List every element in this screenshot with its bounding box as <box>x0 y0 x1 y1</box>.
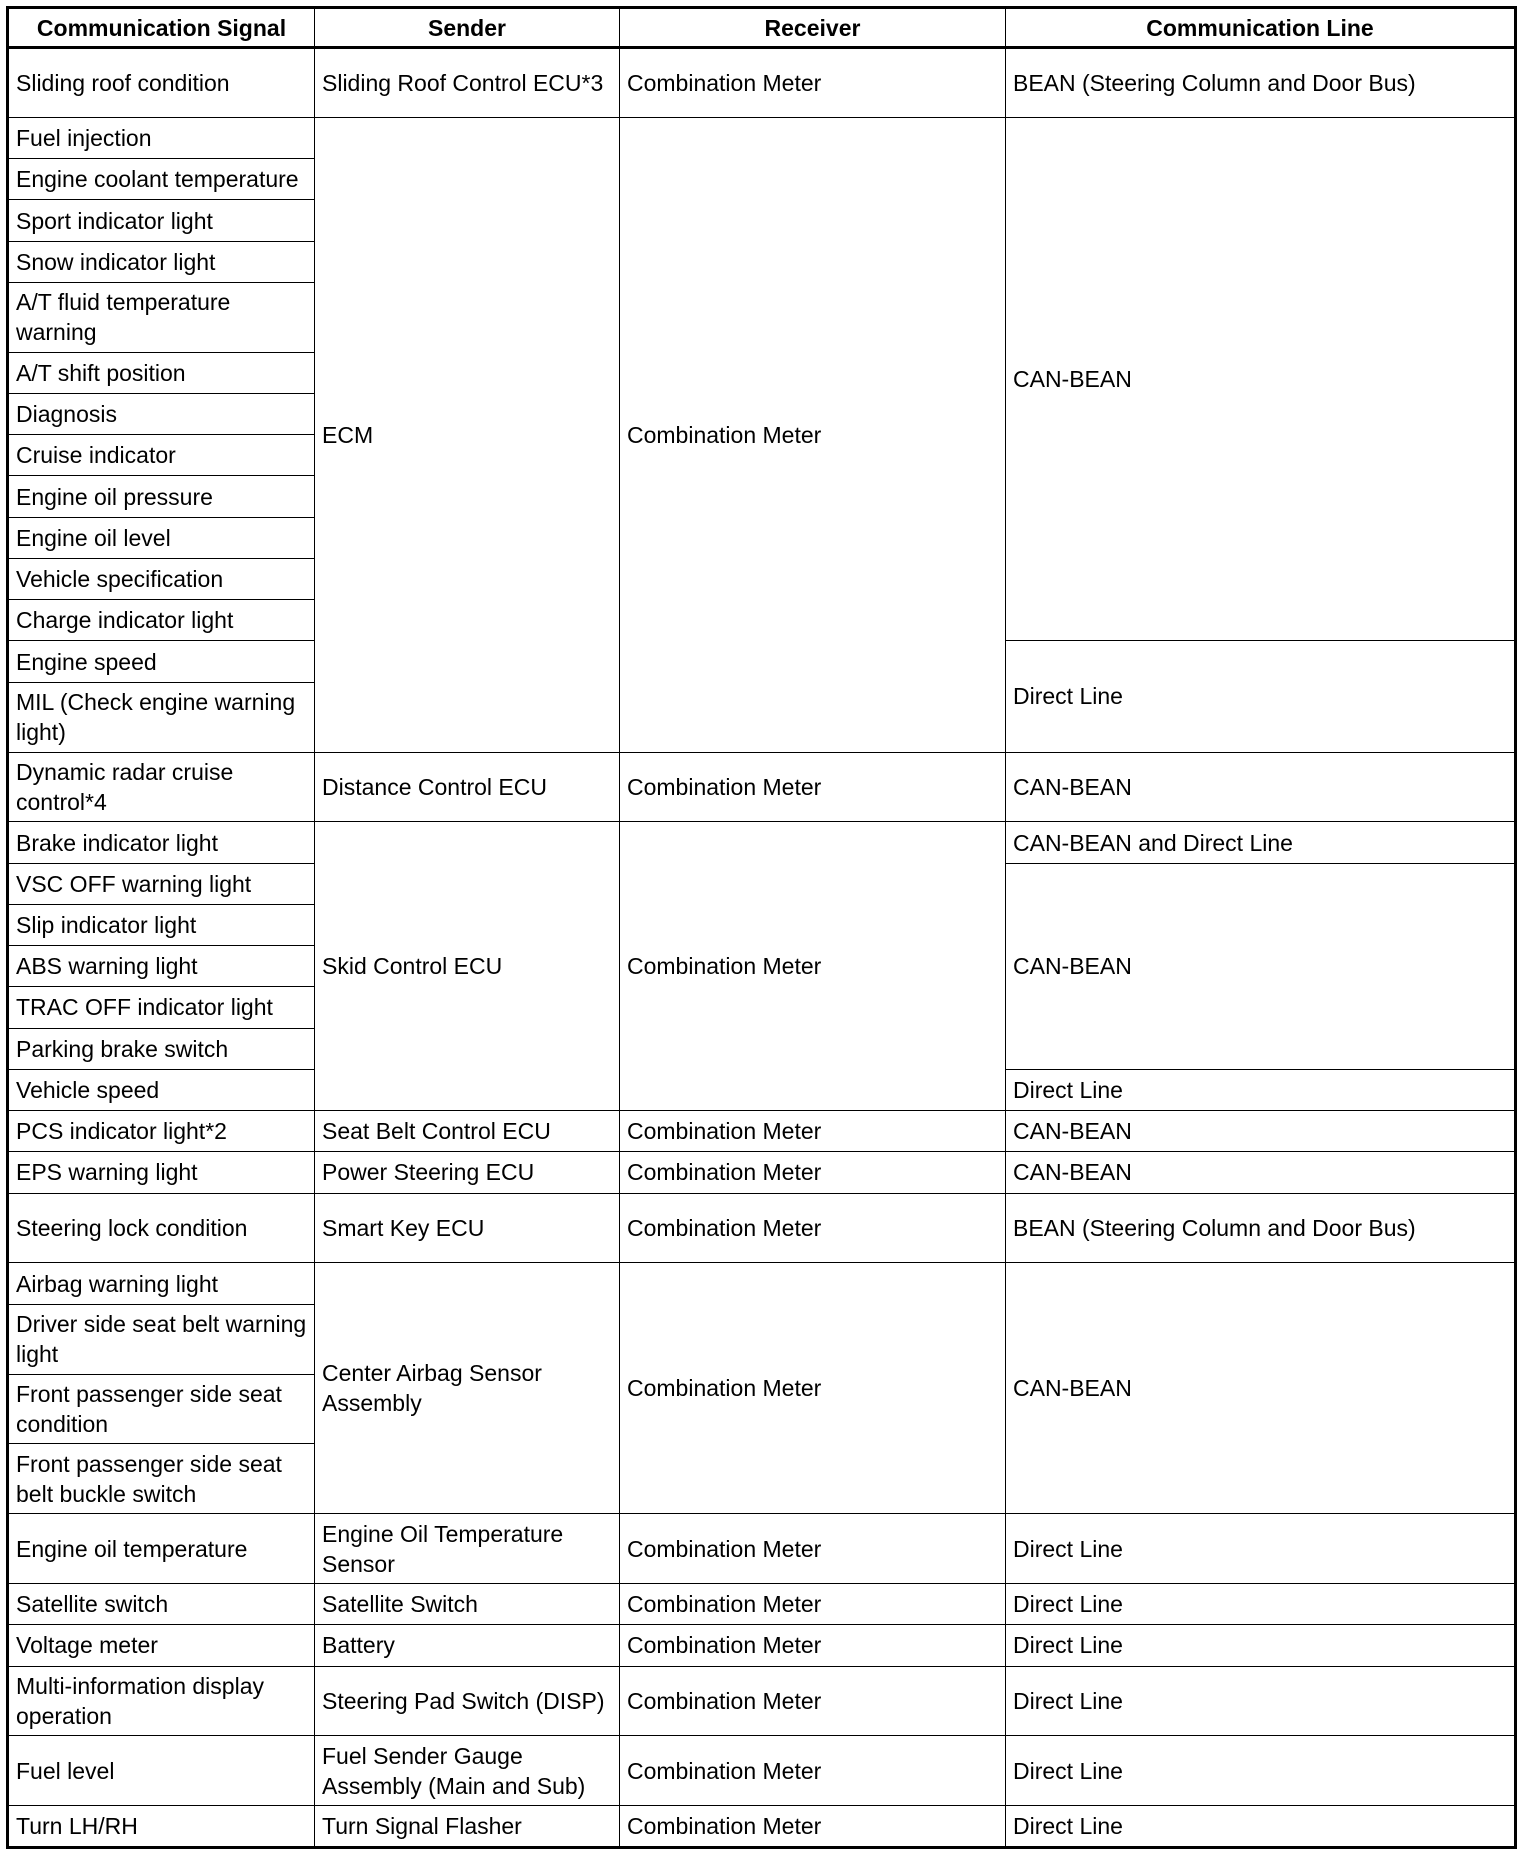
cell-receiver: Combination Meter <box>620 1111 1006 1152</box>
cell-sender: Seat Belt Control ECU <box>315 1111 620 1152</box>
cell-signal: Charge indicator light <box>8 600 315 641</box>
cell-line: CAN-BEAN <box>1006 1263 1516 1514</box>
cell-signal: Diagnosis <box>8 394 315 435</box>
table-row <box>8 752 1516 822</box>
cell-sender: Skid Control ECU <box>315 822 620 1111</box>
cell-signal: Steering lock condition <box>8 1193 315 1263</box>
cell-receiver: Combination Meter <box>620 1193 1006 1263</box>
cell-receiver: Combination Meter <box>620 1263 1006 1514</box>
cell-sender: ECM <box>315 117 620 752</box>
cell-signal: Dynamic radar cruise control*4 <box>8 752 315 822</box>
communication-signal-table <box>6 6 1517 1849</box>
cell-signal: Cruise indicator <box>8 435 315 476</box>
cell-signal: Multi-information display operation <box>8 1666 315 1736</box>
cell-signal: Engine oil pressure <box>8 476 315 517</box>
cell-signal: Front passenger side seat belt buckle switch <box>8 1444 315 1514</box>
header-receiver: Receiver <box>620 8 1006 48</box>
cell-line: BEAN (Steering Column and Door Bus) <box>1006 48 1516 118</box>
cell-signal: Vehicle speed <box>8 1069 315 1110</box>
table-row <box>8 1193 1516 1263</box>
cell-line: Direct Line <box>1006 1514 1516 1584</box>
cell-line: Direct Line <box>1006 1666 1516 1736</box>
cell-receiver: Combination Meter <box>620 1736 1006 1806</box>
cell-receiver: Combination Meter <box>620 117 1006 752</box>
cell-signal: Front passenger side seat condition <box>8 1374 315 1444</box>
cell-sender: Satellite Switch <box>315 1584 620 1625</box>
cell-signal: MIL (Check engine warning light) <box>8 682 315 752</box>
table-row <box>8 1584 1516 1625</box>
cell-sender: Turn Signal Flasher <box>315 1806 620 1848</box>
cell-signal: A/T shift position <box>8 352 315 393</box>
table-row <box>8 1806 1516 1848</box>
cell-signal: PCS indicator light*2 <box>8 1111 315 1152</box>
cell-line: CAN-BEAN <box>1006 863 1516 1069</box>
cell-signal: EPS warning light <box>8 1152 315 1193</box>
cell-line: CAN-BEAN <box>1006 752 1516 822</box>
cell-sender: Battery <box>315 1625 620 1666</box>
cell-receiver: Combination Meter <box>620 822 1006 1111</box>
cell-signal: Engine speed <box>8 641 315 682</box>
cell-signal: Engine coolant temperature <box>8 159 315 200</box>
table-row <box>8 1111 1516 1152</box>
cell-sender: Distance Control ECU <box>315 752 620 822</box>
cell-signal: Fuel injection <box>8 117 315 158</box>
table-row <box>8 1514 1516 1584</box>
cell-line: Direct Line <box>1006 641 1516 752</box>
table-row <box>8 48 1516 118</box>
cell-signal: ABS warning light <box>8 946 315 987</box>
cell-signal: Turn LH/RH <box>8 1806 315 1848</box>
cell-signal: Engine oil level <box>8 517 315 558</box>
table-row <box>8 822 1516 863</box>
cell-receiver: Combination Meter <box>620 1584 1006 1625</box>
cell-signal: Sport indicator light <box>8 200 315 241</box>
cell-receiver: Combination Meter <box>620 1514 1006 1584</box>
cell-receiver: Combination Meter <box>620 48 1006 118</box>
cell-line: CAN-BEAN <box>1006 1152 1516 1193</box>
header-communication-signal: Communication Signal <box>8 8 315 48</box>
cell-line: Direct Line <box>1006 1806 1516 1848</box>
cell-line: Direct Line <box>1006 1584 1516 1625</box>
cell-sender: Fuel Sender Gauge Assembly (Main and Sub) <box>315 1736 620 1806</box>
cell-line: CAN-BEAN and Direct Line <box>1006 822 1516 863</box>
cell-line: Direct Line <box>1006 1625 1516 1666</box>
cell-receiver: Combination Meter <box>620 1625 1006 1666</box>
cell-signal: VSC OFF warning light <box>8 863 315 904</box>
cell-sender: Smart Key ECU <box>315 1193 620 1263</box>
cell-receiver: Combination Meter <box>620 1152 1006 1193</box>
cell-signal: Slip indicator light <box>8 904 315 945</box>
header-communication-line: Communication Line <box>1006 8 1516 48</box>
cell-signal: Driver side seat belt warning light <box>8 1304 315 1374</box>
cell-signal: Brake indicator light <box>8 822 315 863</box>
table-row <box>8 1152 1516 1193</box>
cell-sender: Engine Oil Temperature Sensor <box>315 1514 620 1584</box>
cell-signal: Sliding roof condition <box>8 48 315 118</box>
cell-signal: Satellite switch <box>8 1584 315 1625</box>
cell-sender: Steering Pad Switch (DISP) <box>315 1666 620 1736</box>
cell-signal: Engine oil temperature <box>8 1514 315 1584</box>
cell-line: Direct Line <box>1006 1736 1516 1806</box>
cell-signal: Parking brake switch <box>8 1028 315 1069</box>
cell-line: BEAN (Steering Column and Door Bus) <box>1006 1193 1516 1263</box>
cell-line: CAN-BEAN <box>1006 117 1516 640</box>
cell-signal: A/T fluid temperature warning <box>8 282 315 352</box>
cell-signal: Vehicle specification <box>8 558 315 599</box>
cell-signal: Voltage meter <box>8 1625 315 1666</box>
table-row <box>8 1666 1516 1736</box>
table-row <box>8 1736 1516 1806</box>
cell-signal: Snow indicator light <box>8 241 315 282</box>
cell-sender: Center Airbag Sensor Assembly <box>315 1263 620 1514</box>
cell-sender: Sliding Roof Control ECU*3 <box>315 48 620 118</box>
cell-signal: Fuel level <box>8 1736 315 1806</box>
cell-signal: Airbag warning light <box>8 1263 315 1304</box>
cell-receiver: Combination Meter <box>620 752 1006 822</box>
table-row <box>8 1625 1516 1666</box>
header-sender: Sender <box>315 8 620 48</box>
table-header-row <box>8 8 1516 48</box>
table-row <box>8 1263 1516 1304</box>
cell-sender: Power Steering ECU <box>315 1152 620 1193</box>
cell-receiver: Combination Meter <box>620 1806 1006 1848</box>
cell-signal: TRAC OFF indicator light <box>8 987 315 1028</box>
cell-line: CAN-BEAN <box>1006 1111 1516 1152</box>
cell-line: Direct Line <box>1006 1069 1516 1110</box>
cell-receiver: Combination Meter <box>620 1666 1006 1736</box>
table-row <box>8 117 1516 158</box>
